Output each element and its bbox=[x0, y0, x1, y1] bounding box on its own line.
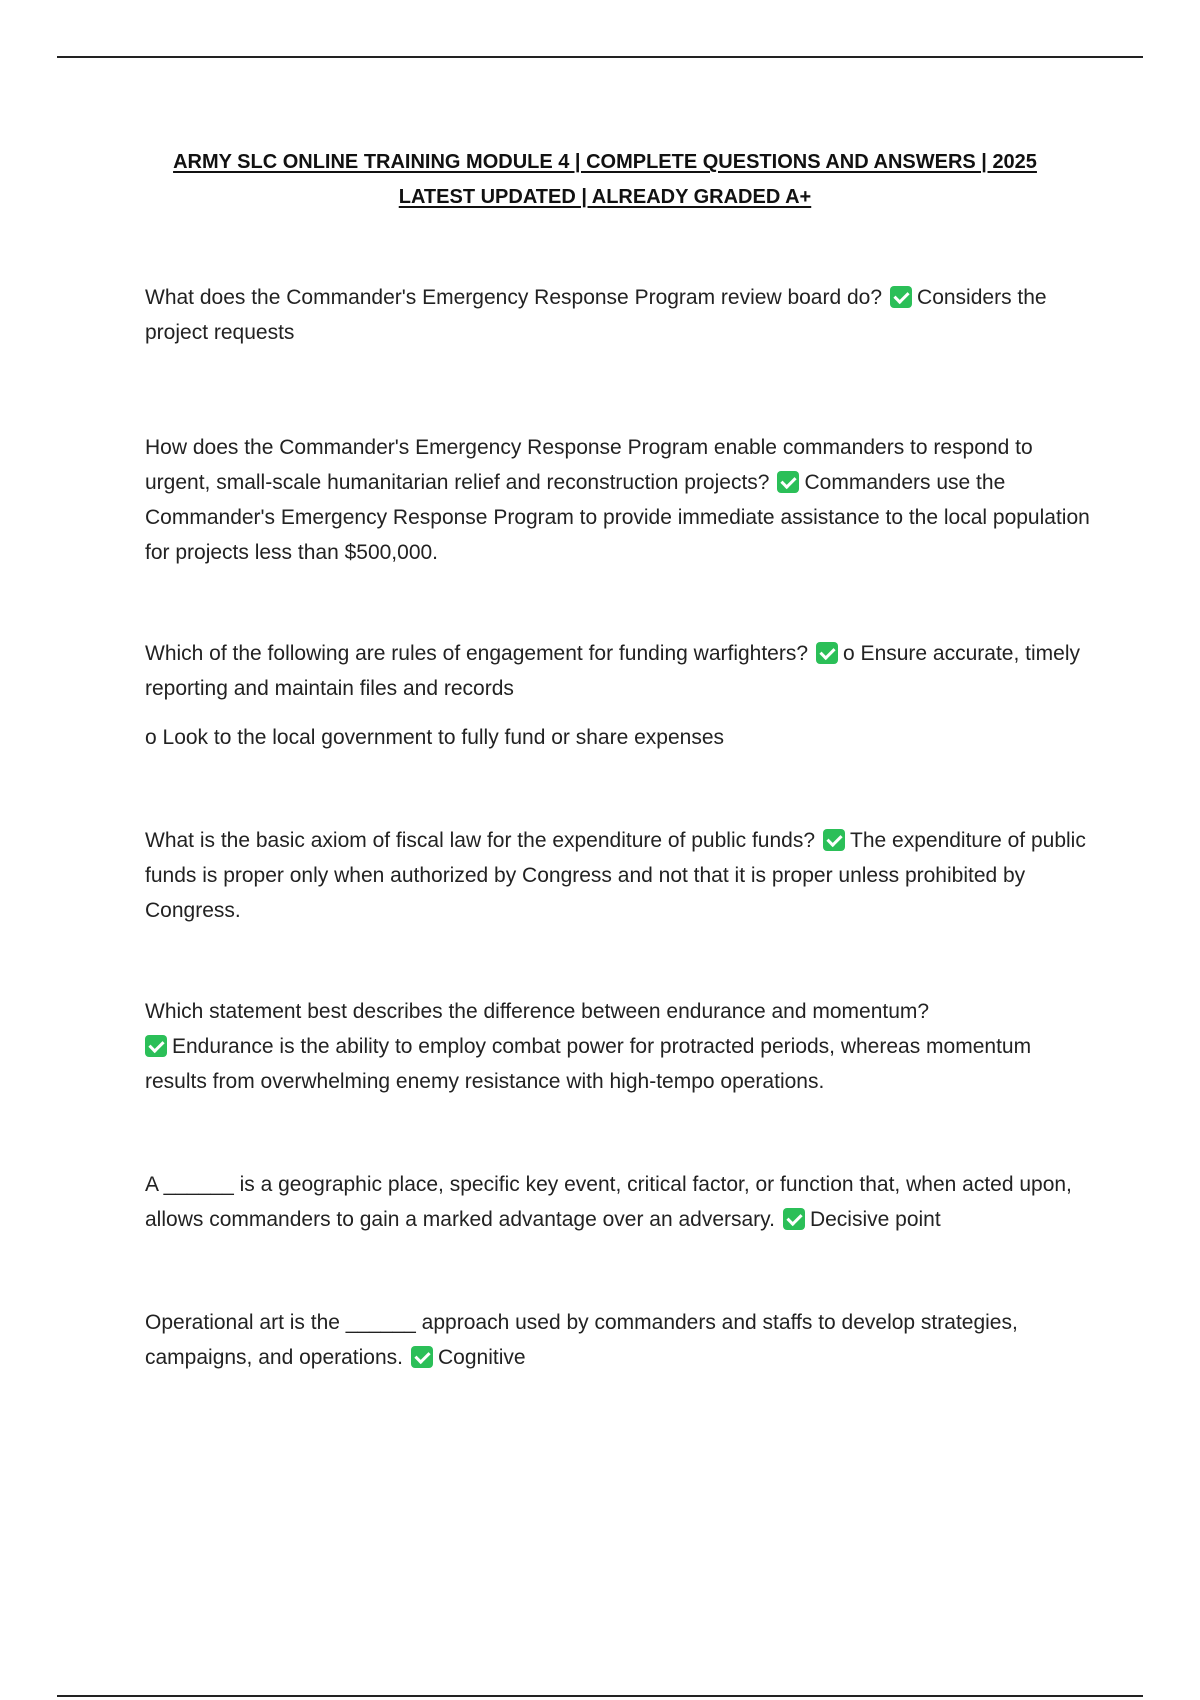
question-text: How does the Commander's Emergency Response Program enable commanders to respond to urgent, small-scale humanitarian relief and reconstruction projects? bbox=[145, 436, 1033, 494]
question-text: What does the Commander's Emergency Response Program review board do? bbox=[145, 286, 883, 309]
title-line-1: ARMY SLC ONLINE TRAINING MODULE 4 | COMPLETE QUESTIONS AND ANSWERS | 2025 bbox=[173, 151, 1037, 173]
check-mark-icon bbox=[823, 829, 845, 851]
qa-item bbox=[145, 823, 1095, 928]
bottom-rule bbox=[57, 1695, 1143, 1697]
qa-paragraph bbox=[145, 1167, 1095, 1237]
check-mark-icon bbox=[411, 1346, 433, 1368]
answer-text: o Ensure accurate, timely reporting and maintain files and records bbox=[145, 642, 1080, 700]
check-mark-icon bbox=[783, 1208, 805, 1230]
title-line-2: LATEST UPDATED | ALREADY GRADED A+ bbox=[398, 186, 812, 208]
top-rule bbox=[57, 56, 1143, 58]
qa-paragraph bbox=[145, 1305, 1095, 1375]
check-mark-icon bbox=[890, 286, 912, 308]
question-text: What is the basic axiom of fiscal law for the expenditure of public funds? bbox=[145, 829, 816, 852]
qa-answer-paragraph bbox=[145, 1029, 1095, 1099]
qa-item bbox=[145, 1305, 1095, 1375]
qa-item bbox=[145, 430, 1095, 570]
answer-text: Decisive point bbox=[809, 1208, 941, 1231]
qa-paragraph bbox=[145, 636, 1095, 706]
qa-item bbox=[145, 994, 1095, 1099]
answer-text: Cognitive bbox=[438, 1346, 526, 1369]
qa-paragraph bbox=[145, 430, 1095, 570]
answer-text: The expenditure of public funds is proper only when authorized by Congress and not that it is proper unless prohibited by Congress. bbox=[145, 829, 1086, 922]
qa-list bbox=[145, 280, 1095, 1375]
qa-question-paragraph: Which statement best describes the difference between endurance and momentum? bbox=[145, 1000, 930, 1023]
qa-item bbox=[145, 636, 1095, 755]
answer-text: Commanders use the Commander's Emergency Response Program to provide immediate assistance to the local population for projects less than $500,000. bbox=[145, 471, 1090, 564]
answer-extra-text: o Look to the local government to fully fund or share expenses bbox=[145, 726, 725, 749]
document-title bbox=[145, 145, 1065, 215]
check-mark-icon bbox=[816, 642, 838, 664]
qa-item bbox=[145, 1167, 1095, 1237]
check-mark-icon bbox=[777, 471, 799, 493]
question-text: Which of the following are rules of engagement for funding warfighters? bbox=[145, 642, 809, 665]
qa-paragraph bbox=[145, 823, 1095, 928]
answer-text: Endurance is the ability to employ combat power for protracted periods, whereas momentum results from overwhelming enemy resistance with high-tempo operations. bbox=[145, 1035, 1032, 1093]
question-text: Operational art is the ______ approach used by commanders and staffs to develop strategies, campaigns, and operations. bbox=[145, 1311, 1018, 1369]
question-text: A ______ is a geographic place, specific key event, critical factor, or function that, when acted upon, allows commanders to gain a marked advantage over an adversary. bbox=[145, 1173, 1072, 1231]
qa-paragraph bbox=[145, 280, 1095, 350]
qa-item bbox=[145, 280, 1095, 350]
answer-text: Considers the project requests bbox=[145, 286, 1047, 344]
check-mark-icon bbox=[145, 1035, 167, 1057]
